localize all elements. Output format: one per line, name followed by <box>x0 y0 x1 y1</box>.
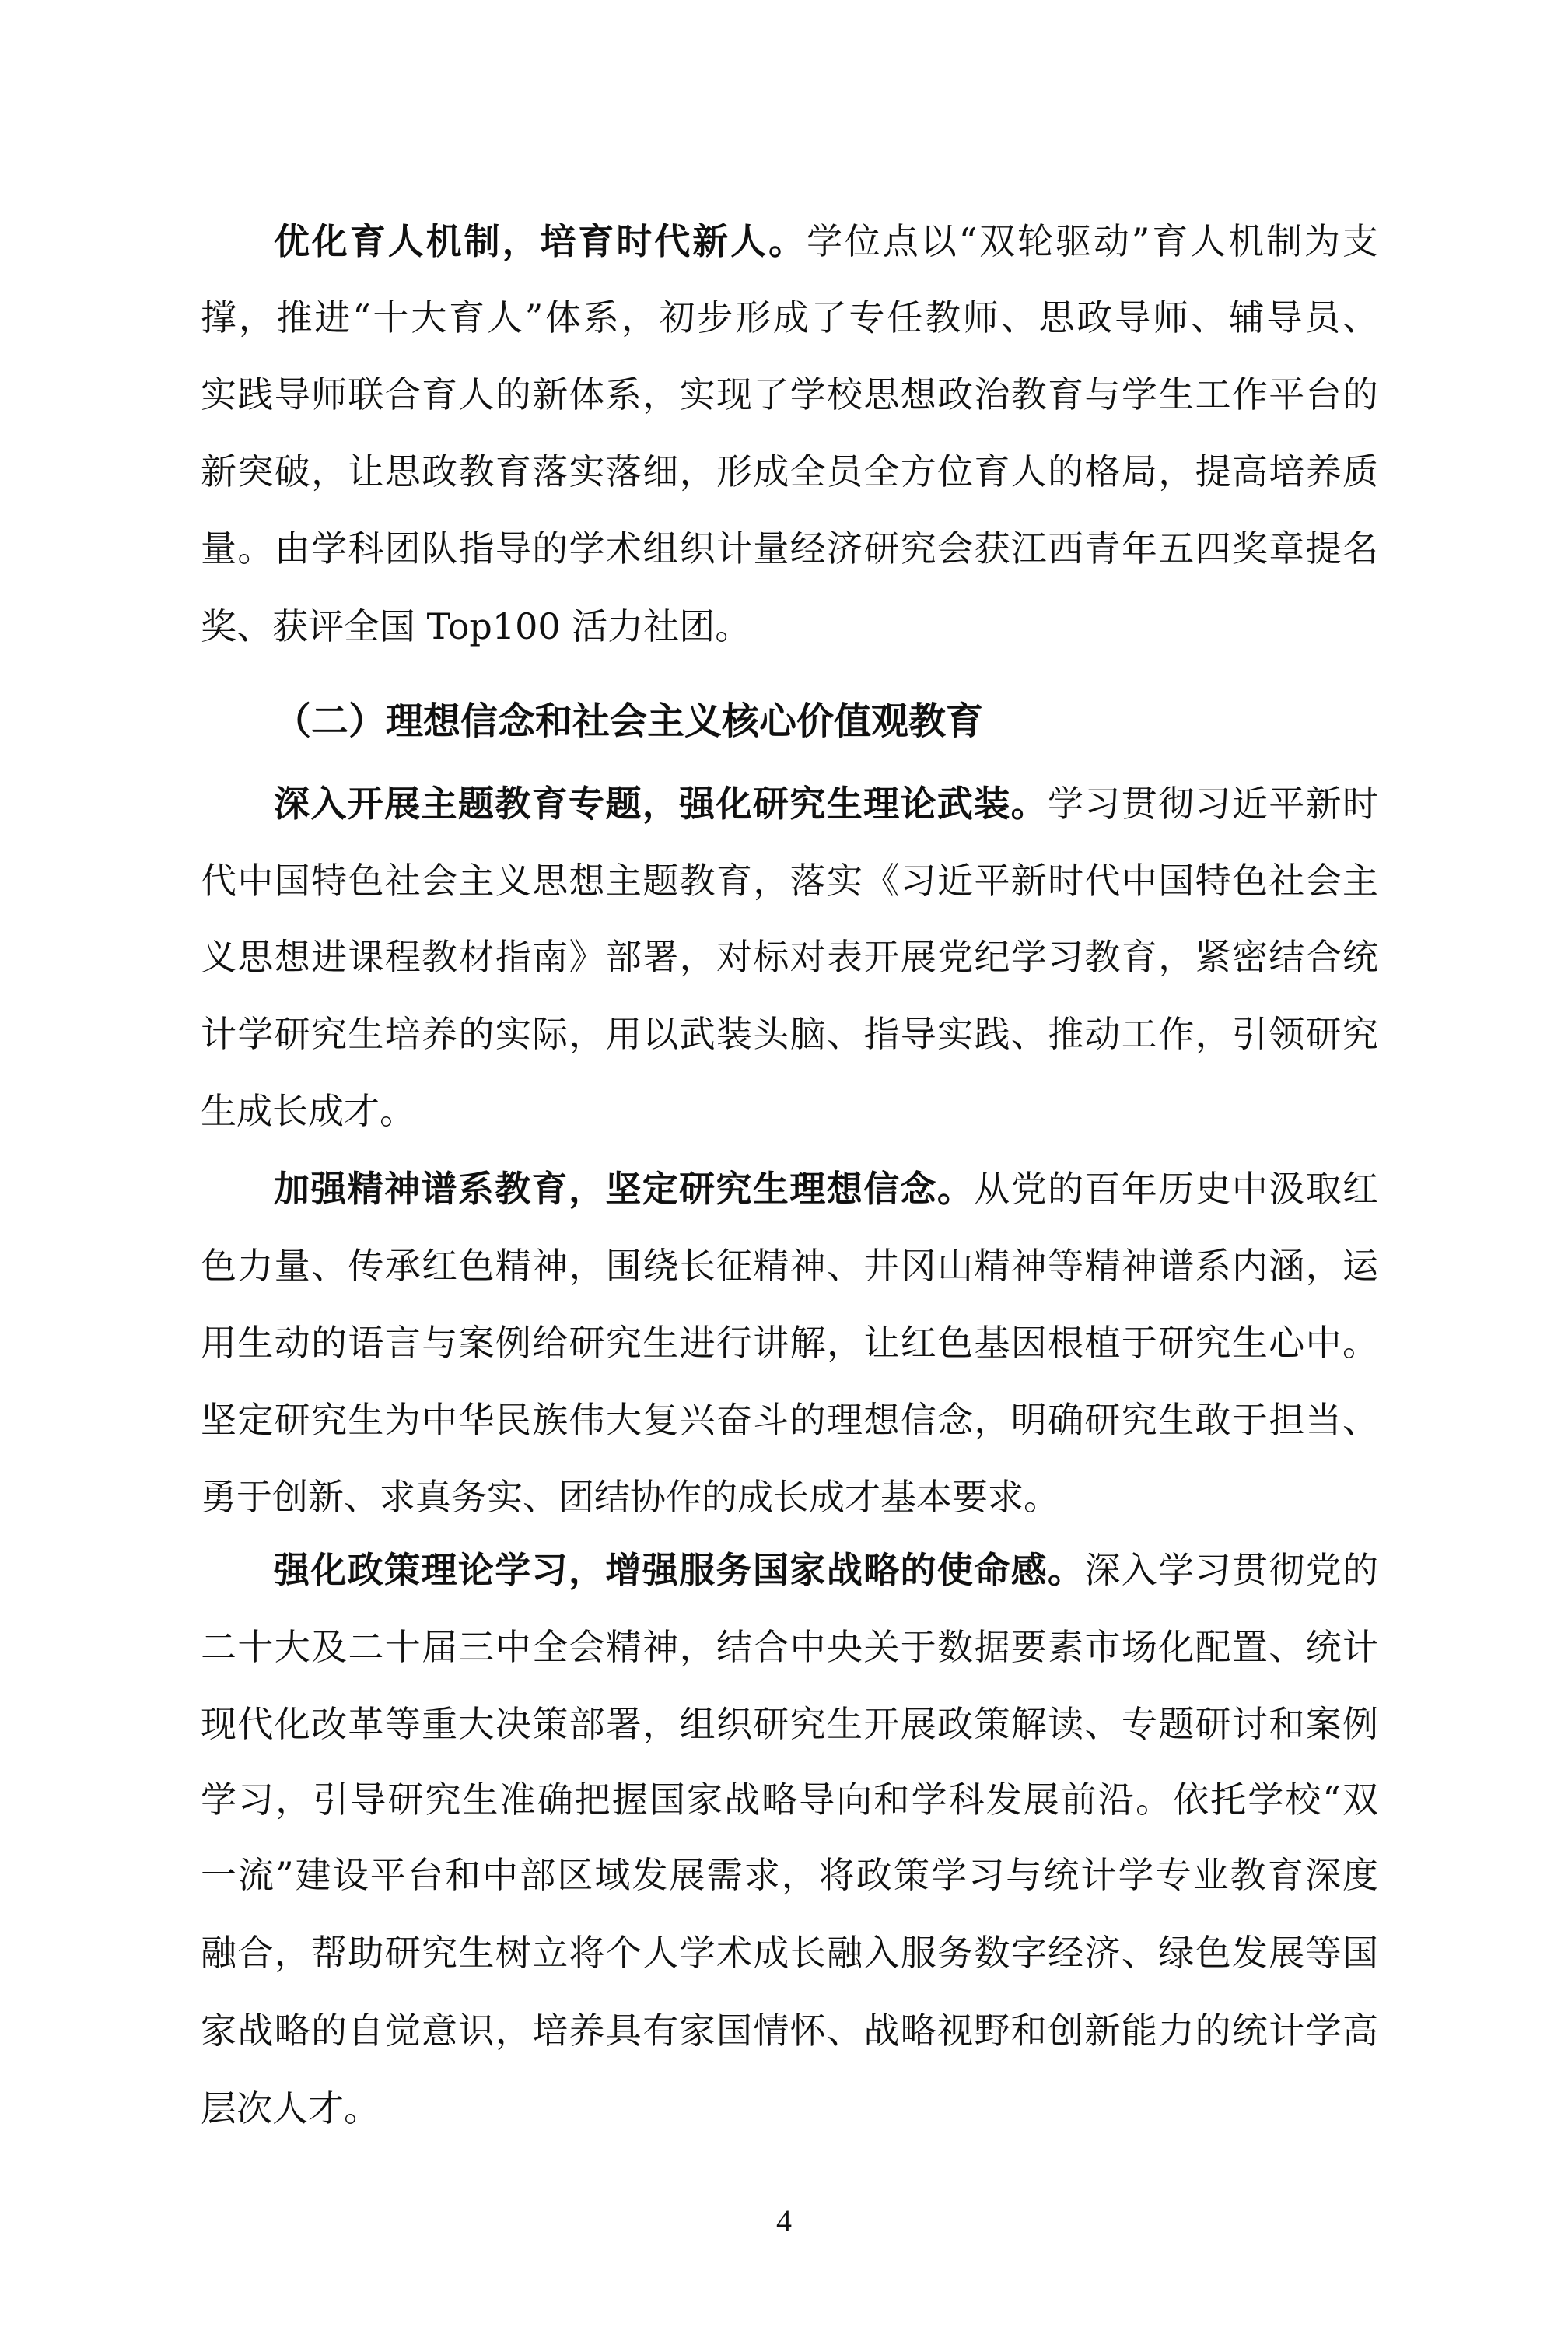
paragraph-3-lead: 加强精神谱系教育，坚定研究生理想信念。 <box>274 1168 975 1210</box>
paragraph-3-line-3: 用生动的语言与案例给研究生进行讲解，让红色基因根植于研究生心中。 <box>201 1322 1378 1364</box>
paragraph-4-text: 深入学习贯彻党的 <box>1084 1549 1379 1591</box>
paragraph-4-line-2: 二十大及二十届三中全会精神，结合中央关于数据要素市场化配置、统计 <box>201 1626 1378 1668</box>
paragraph-4-line-8: 层次人才。 <box>201 2087 380 2129</box>
paragraph-3-line-5: 勇于创新、求真务实、团结协作的成长成才基本要求。 <box>201 1476 1059 1518</box>
paragraph-1-line-4: 新突破，让思政教育落实落细，形成全员全方位育人的格局，提高培养质 <box>201 450 1378 492</box>
paragraph-4-line-1 <box>274 1547 1378 1593</box>
paragraph-4-line-7: 家战略的自觉意识，培养具有家国情怀、战略视野和创新能力的统计学高 <box>201 2010 1378 2052</box>
paragraph-2-lead: 深入开展主题教育专题，强化研究生理论武装。 <box>274 783 1048 825</box>
paragraph-3-line-1 <box>274 1165 1378 1212</box>
paragraph-2-text: 学习贯彻习近平新时 <box>1047 783 1379 825</box>
paragraph-1-text: 学位点以“双轮驱动”育人机制为支 <box>807 220 1378 262</box>
paragraph-4-line-3: 现代化改革等重大决策部署，组织研究生开展政策解读、专题研讨和案例 <box>201 1703 1378 1745</box>
paragraph-3-line-4: 坚定研究生为中华民族伟大复兴奋斗的理想信念，明确研究生敢于担当、 <box>201 1399 1378 1441</box>
paragraph-3-line-2: 色力量、传承红色精神，围绕长征精神、井冈山精神等精神谱系内涵，运 <box>201 1245 1378 1287</box>
paragraph-1-line-6: 奖、获评全国 Top100 活力社团。 <box>201 605 751 647</box>
paragraph-1-line-3: 实践导师联合育人的新体系，实现了学校思想政治教育与学生工作平台的 <box>201 373 1378 415</box>
paragraph-2-line-1 <box>274 780 1378 827</box>
paragraph-2-line-5: 生成长成才。 <box>201 1090 415 1132</box>
page-number: 4 <box>776 2203 792 2238</box>
paragraph-2-line-3: 义思想进课程教材指南》部署，对标对表开展党纪学习教育，紧密结合统 <box>201 936 1378 978</box>
paragraph-4-line-5: 一流”建设平台和中部区域发展需求，将政策学习与统计学专业教育深度 <box>201 1854 1378 1896</box>
paragraph-1-line-5: 量。由学科团队指导的学术组织计量经济研究会获江西青年五四奖章提名 <box>201 527 1378 569</box>
paragraph-1-line-2: 撑，推进“十大育人”体系，初步形成了专任教师、思政导师、辅导员、 <box>201 296 1378 338</box>
paragraph-1-lead: 优化育人机制，培育时代新人。 <box>274 220 807 262</box>
paragraph-1-line-1 <box>274 218 1378 265</box>
paragraph-4-lead: 强化政策理论学习，增强服务国家战略的使命感。 <box>274 1549 1085 1591</box>
paragraph-4-line-4: 学习，引导研究生准确把握国家战略导向和学科发展前沿。依托学校“双 <box>201 1779 1378 1821</box>
paragraph-3-text: 从党的百年历史中汲取红 <box>974 1168 1379 1210</box>
paragraph-2-line-4: 计学研究生培养的实际，用以武装头脑、指导实践、推动工作，引领研究 <box>201 1013 1378 1055</box>
section-heading: （二）理想信念和社会主义核心价值观教育 <box>274 699 984 743</box>
paragraph-2-line-2: 代中国特色社会主义思想主题教育，落实《习近平新时代中国特色社会主 <box>201 860 1378 902</box>
paragraph-4-line-6: 融合，帮助研究生树立将个人学术成长融入服务数字经济、绿色发展等国 <box>201 1932 1378 1974</box>
